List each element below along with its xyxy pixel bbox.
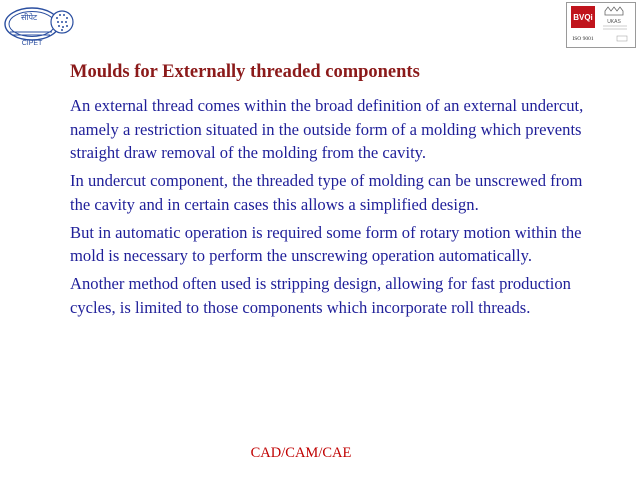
slide-footer xyxy=(0,444,638,462)
cert-brand: BVQi xyxy=(573,13,593,22)
paragraph: But in automatic operation is required some form of rotary motion within the mold is necessary to perform the unscrewing operation automatically. xyxy=(70,222,582,265)
paragraph: Another method often used is stripping design, allowing for fast production cycles, is limited to those components which incorporate roll threads. xyxy=(70,274,571,317)
slide-body xyxy=(70,94,590,324)
footer-text: CAD/CAM/CAE xyxy=(250,445,352,461)
slide-title: Moulds for Externally threaded components xyxy=(70,62,420,82)
logo-label: CIPET xyxy=(21,40,43,47)
institute-logo xyxy=(2,0,78,50)
cert-accreditation: UKAS xyxy=(607,19,621,25)
cert-standard: ISO 9001 xyxy=(572,36,594,42)
paragraph: An external thread comes within the broad definition of an external undercut, namely a restriction situated in the outside form of a molding which prevents straight draw removal of the molding from the cavity. xyxy=(70,96,584,162)
logo-script-text: सीपेट xyxy=(20,13,38,22)
paragraph: In undercut component, the threaded type of molding can be unscrewed from the cavity and in certain cases this allows a simplified design. xyxy=(70,171,583,214)
certification-logo-icon xyxy=(567,3,635,47)
certification-logo xyxy=(566,2,636,48)
institute-logo-icon xyxy=(2,0,78,50)
